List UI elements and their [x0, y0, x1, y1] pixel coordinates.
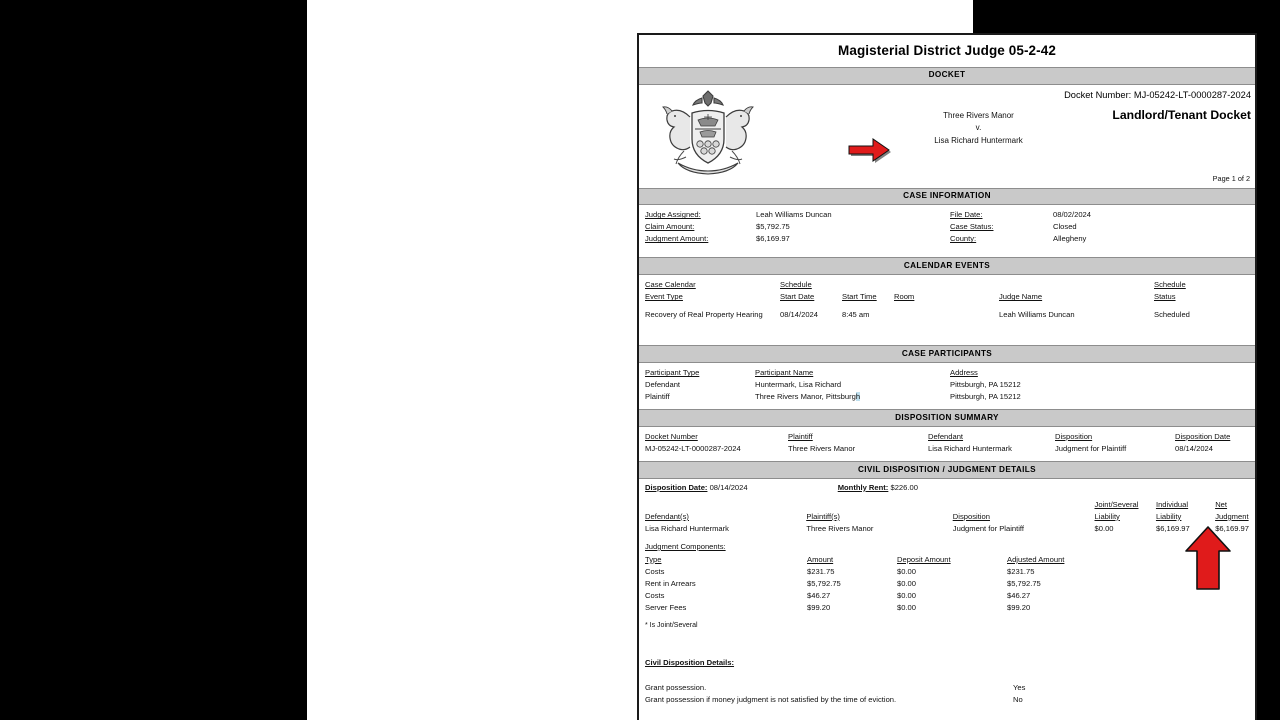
- disposition-question: Grant possession.: [645, 683, 707, 693]
- cell-component-adjusted: $46.27: [1007, 590, 1031, 600]
- cell-plaintiff: Three Rivers Manor: [788, 444, 856, 454]
- case-participants-block: [639, 363, 1255, 409]
- header-joint-several-l1: Joint/Several: [1094, 499, 1139, 509]
- red-right-arrow-annotation: [847, 137, 899, 163]
- cell-event-type: Recovery of Real Property Hearing: [645, 310, 763, 320]
- document-page: [307, 0, 1251, 720]
- table-row: [645, 379, 1249, 391]
- cell-disposition-date: 08/14/2024: [1175, 444, 1214, 454]
- cell-participant-type: Defendant: [645, 380, 681, 390]
- cell-component-deposit: $0.00: [897, 578, 917, 588]
- header-event-type-l2: Event Type: [645, 292, 683, 302]
- header-start-date-l1: Schedule: [780, 280, 812, 290]
- header-net-judgment-l1: Net: [1215, 499, 1228, 509]
- monthly-rent-label: Monthly Rent:: [837, 482, 889, 492]
- disposition-summary-block: [639, 427, 1255, 461]
- section-header-judgment-details: CIVIL DISPOSITION / JUDGMENT DETAILS: [639, 461, 1255, 479]
- cell-judgment-plaintiff: Three Rivers Manor: [806, 523, 874, 533]
- page-indicator: Page 1 of 2: [1212, 174, 1250, 184]
- case-status-value: Closed: [1053, 222, 1077, 232]
- disposition-detail-row: [645, 682, 1249, 694]
- case-caption: [871, 110, 1086, 148]
- calendar-events-block: [639, 275, 1255, 345]
- participant-name-text: Three Rivers Manor, Pittsburg: [755, 392, 856, 402]
- cell-component-adjusted: $5,792.75: [1007, 578, 1041, 588]
- table-row: [645, 566, 1249, 578]
- pennsylvania-coat-of-arms-seal: [644, 87, 772, 179]
- cell-address: Pittsburgh, PA 15212: [950, 392, 1021, 402]
- civil-disposition-questions: [645, 682, 1249, 706]
- header-disposition: Disposition: [952, 511, 990, 521]
- cell-component-type: Rent in Arrears: [645, 578, 696, 588]
- county-value: Allegheny: [1053, 234, 1087, 244]
- judge-assigned-value: Leah Williams Duncan: [756, 210, 832, 220]
- red-up-arrow-annotation: [1183, 525, 1233, 593]
- case-status-label: Case Status:: [950, 222, 994, 232]
- cell-room: [894, 309, 999, 321]
- calendar-events-header-row2: [645, 291, 1249, 303]
- table-row: [645, 309, 1249, 321]
- monthly-rent-value: $226.00: [890, 482, 918, 492]
- section-header-case-participants: CASE PARTICIPANTS: [639, 345, 1255, 363]
- header-participant-type: Participant Type: [645, 368, 700, 378]
- judgment-liability-table: [645, 499, 1249, 535]
- cell-judgment-disposition: Judgment for Plaintiff: [952, 523, 1024, 533]
- table-row: [645, 523, 1249, 535]
- table-row: [645, 578, 1249, 590]
- disposition-detail-row: [645, 694, 1249, 706]
- cell-component-deposit: $0.00: [897, 590, 917, 600]
- header-status-l1: Schedule: [1154, 280, 1186, 290]
- docket-type: Landlord/Tenant Docket: [1112, 107, 1251, 122]
- judgment-details-block: [639, 479, 1255, 710]
- section-header-case-information: CASE INFORMATION: [639, 188, 1255, 206]
- cell-component-adjusted: $99.20: [1007, 603, 1031, 612]
- participant-name-text: Huntermark, Lisa Richard: [755, 380, 842, 390]
- docket-number: [1064, 89, 1251, 101]
- header-component-amount: Amount: [807, 554, 834, 564]
- header-docket-number: Docket Number: [645, 432, 698, 441]
- cell-judgment-defendant: Lisa Richard Huntermark: [645, 523, 729, 533]
- cell-docket-number: MJ-05242-LT-0000287-2024: [645, 444, 741, 454]
- cell-judge-name: Leah Williams Duncan: [999, 310, 1075, 320]
- cell-defendant: Lisa Richard Huntermark: [928, 444, 1012, 454]
- cell-address: Pittsburgh, PA 15212: [950, 380, 1021, 390]
- judgment-components-table: [645, 554, 1249, 614]
- caption-versus: v.: [975, 123, 982, 133]
- docket-document: [637, 33, 1257, 720]
- cell-disposition: Judgment for Plaintiff: [1055, 444, 1127, 454]
- cell-component-type: Costs: [645, 590, 665, 600]
- cell-participant-type: Plaintiff: [645, 392, 670, 402]
- header-room: Room: [894, 292, 915, 302]
- file-date-value: 08/02/2024: [1053, 210, 1092, 220]
- cell-participant-name: [755, 379, 950, 391]
- calendar-events-table: [645, 279, 1249, 321]
- county-label: County:: [950, 234, 977, 244]
- header-defendants: Defendant(s): [645, 511, 689, 521]
- cell-component-amount: $46.27: [807, 590, 831, 600]
- caption-plaintiff: Three Rivers Manor: [943, 110, 1014, 120]
- file-date-label: File Date:: [950, 210, 983, 220]
- civil-disposition-details-title: Civil Disposition Details:: [645, 658, 735, 668]
- header-plaintiff: Plaintiff: [788, 432, 813, 441]
- section-header-calendar-events: CALENDAR EVENTS: [639, 257, 1255, 275]
- cell-component-amount: $231.75: [807, 566, 835, 576]
- header-component-adjusted: Adjusted Amount: [1007, 554, 1065, 564]
- cell-start-time: 8:45 am: [842, 310, 870, 320]
- table-row: [645, 602, 1249, 614]
- header-address: Address: [950, 368, 978, 378]
- judgment-components-label: Judgment Components:: [645, 541, 726, 551]
- participant-name-selection: h: [855, 392, 861, 402]
- judgment-amount-label: Judgment Amount:: [645, 234, 709, 244]
- cell-joint-several-liability: $0.00: [1094, 523, 1114, 533]
- header-joint-several-l2: Liability: [1094, 511, 1120, 521]
- cell-component-amount: $99.20: [807, 603, 831, 612]
- case-participants-table: [645, 367, 1249, 403]
- header-disposition-date: Disposition Date: [1175, 432, 1231, 441]
- case-information-block: [639, 205, 1255, 257]
- disposition-date-value: 08/14/2024: [709, 482, 748, 492]
- header-event-type-l1: Case Calendar: [645, 280, 696, 290]
- cell-individual-liability: $6,169.97: [1155, 523, 1190, 533]
- cell-net-judgment: $6,169.97: [1215, 523, 1249, 533]
- section-header-disposition-summary: DISPOSITION SUMMARY: [639, 409, 1255, 427]
- header-component-type: Type: [645, 554, 662, 564]
- claim-amount-label: Claim Amount:: [645, 222, 695, 232]
- cell-participant-name: [755, 391, 950, 403]
- cell-component-type: Server Fees: [645, 603, 687, 612]
- page-title: Magisterial District Judge 05-2-42: [838, 43, 1056, 58]
- header-net-judgment-l2: Judgment: [1215, 511, 1249, 521]
- docket-number-value: MJ-05242-LT-0000287-2024: [1133, 89, 1251, 100]
- civil-disposition-details-block: [645, 658, 1249, 706]
- table-row: [645, 443, 1249, 455]
- judgment-amount-value: $6,169.97: [756, 234, 790, 244]
- header-plaintiffs: Plaintiff(s): [806, 511, 840, 521]
- cell-schedule-status: Scheduled: [1154, 310, 1190, 320]
- docket-number-label: Docket Number:: [1064, 89, 1132, 100]
- table-row: [645, 590, 1249, 602]
- judgment-liability-header-row2: [645, 511, 1249, 523]
- disposition-date-line: [645, 483, 1249, 493]
- cell-component-type: Costs: [645, 566, 665, 576]
- judge-assigned-label: Judge Assigned:: [645, 210, 701, 220]
- header-individual-l1: Individual: [1155, 499, 1189, 509]
- header-start-date-l2: Start Date: [780, 292, 815, 302]
- judgment-components-header-row: [645, 554, 1249, 566]
- header-start-time: Start Time: [842, 292, 877, 302]
- joint-several-footnote: * Is Joint/Several: [645, 622, 698, 630]
- header-defendant: Defendant: [928, 432, 964, 441]
- cell-start-date: 08/14/2024: [780, 310, 819, 320]
- judgment-liability-header-row1: [645, 499, 1249, 511]
- disposition-summary-table: [645, 431, 1249, 455]
- disposition-answer: No: [1013, 695, 1023, 705]
- header-judge-name: Judge Name: [999, 292, 1043, 302]
- case-participants-header-row: [645, 367, 1249, 379]
- header-individual-l2: Liability: [1155, 511, 1182, 521]
- header-status-l2: Status: [1154, 292, 1176, 302]
- header-component-deposit: Deposit Amount: [897, 554, 951, 564]
- claim-amount-value: $5,792.75: [756, 222, 790, 232]
- cell-component-amount: $5,792.75: [807, 578, 841, 588]
- header-participant-name: Participant Name: [755, 368, 814, 378]
- cell-component-deposit: $0.00: [897, 566, 917, 576]
- header-disposition: Disposition: [1055, 432, 1093, 441]
- cell-component-adjusted: $231.75: [1007, 566, 1035, 576]
- calendar-events-header-row: [645, 279, 1249, 291]
- disposition-answer: Yes: [1013, 683, 1026, 693]
- table-row: [645, 391, 1249, 403]
- docket-header: [639, 85, 1255, 188]
- cell-component-deposit: $0.00: [897, 603, 917, 612]
- caption-defendant: Lisa Richard Huntermark: [934, 135, 1023, 145]
- disposition-question: Grant possession if money judgment is not satisfied by the time of eviction.: [645, 695, 897, 705]
- disposition-summary-header-row: [645, 431, 1249, 443]
- section-header-docket: DOCKET: [639, 67, 1255, 85]
- disposition-date-label: Disposition Date:: [645, 482, 708, 492]
